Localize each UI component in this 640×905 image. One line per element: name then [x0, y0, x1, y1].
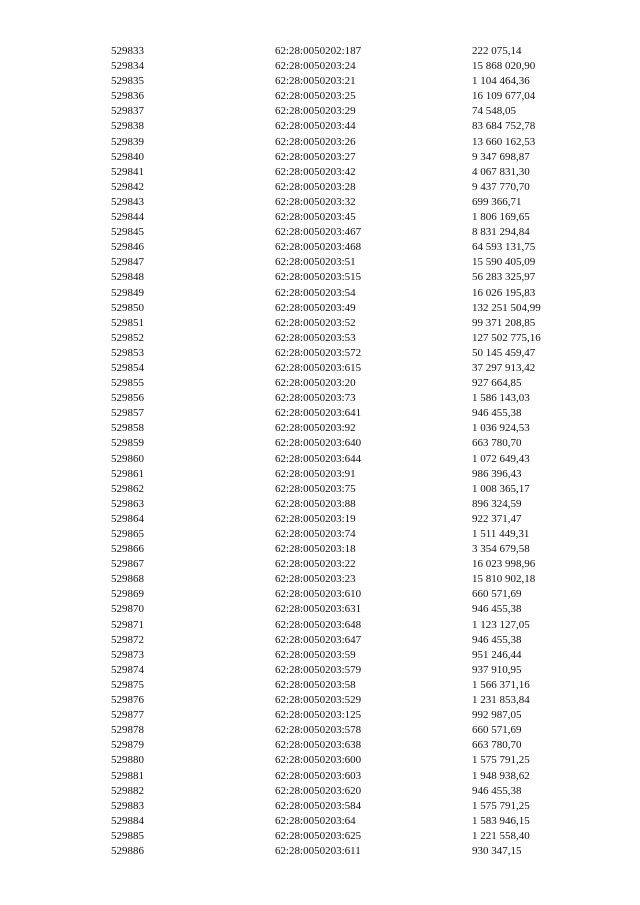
row-number: 529873 — [111, 648, 144, 661]
cadastral-number: 62:28:0050203:52 — [275, 316, 356, 329]
row-number: 529877 — [111, 709, 144, 722]
cadastral-number: 62:28:0050203:610 — [275, 588, 362, 601]
row-number: 529836 — [111, 90, 144, 103]
amount-value: 937 910,95 — [472, 663, 522, 676]
table-row — [0, 59, 640, 74]
row-number: 529860 — [111, 452, 144, 465]
table-row — [0, 693, 640, 708]
amount-value: 1 583 946,15 — [472, 814, 530, 827]
row-number: 529842 — [111, 180, 144, 193]
amount-value: 699 366,71 — [472, 195, 522, 208]
cadastral-number: 62:28:0050203:64 — [275, 814, 356, 827]
table-row — [0, 331, 640, 346]
amount-value: 8 831 294,84 — [472, 226, 530, 239]
amount-value: 1 036 924,53 — [472, 422, 530, 435]
table-row — [0, 753, 640, 768]
table-row — [0, 406, 640, 421]
cadastral-number: 62:28:0050203:22 — [275, 558, 356, 571]
row-number: 529868 — [111, 573, 144, 586]
row-number: 529843 — [111, 195, 144, 208]
cadastral-number: 62:28:0050202:187 — [275, 45, 362, 57]
cadastral-number: 62:28:0050203:125 — [275, 709, 362, 722]
table-row — [0, 286, 640, 301]
table-row — [0, 587, 640, 602]
cadastral-number: 62:28:0050203:49 — [275, 301, 356, 314]
table-row — [0, 814, 640, 829]
amount-value: 992 987,05 — [472, 709, 522, 722]
table-row — [0, 195, 640, 210]
table-row — [0, 799, 640, 814]
table-row — [0, 391, 640, 406]
table-row — [0, 150, 640, 165]
row-number: 529878 — [111, 724, 144, 737]
amount-value: 16 023 998,96 — [472, 558, 536, 571]
row-number: 529862 — [111, 482, 144, 495]
amount-value: 1 123 127,05 — [472, 618, 530, 631]
cadastral-number: 62:28:0050203:54 — [275, 286, 356, 299]
amount-value: 946 455,38 — [472, 603, 522, 616]
row-number: 529857 — [111, 407, 144, 420]
cadastral-number: 62:28:0050203:529 — [275, 694, 362, 707]
cadastral-number: 62:28:0050203:18 — [275, 543, 356, 556]
table-row — [0, 618, 640, 633]
cadastral-number: 62:28:0050203:25 — [275, 90, 356, 103]
amount-value: 74 548,05 — [472, 105, 516, 118]
amount-value: 13 660 162,53 — [472, 135, 536, 148]
row-number: 529881 — [111, 769, 144, 782]
amount-value: 222 075,14 — [472, 45, 522, 57]
amount-value: 15 590 405,09 — [472, 256, 536, 269]
row-number: 529837 — [111, 105, 144, 118]
table-row — [0, 542, 640, 557]
table-row — [0, 436, 640, 451]
table-row — [0, 633, 640, 648]
table-row — [0, 376, 640, 391]
table-row — [0, 421, 640, 436]
row-number: 529867 — [111, 558, 144, 571]
amount-value: 99 371 208,85 — [472, 316, 536, 329]
amount-value: 951 246,44 — [472, 648, 522, 661]
table-row — [0, 482, 640, 497]
row-number: 529875 — [111, 678, 144, 691]
table-row — [0, 255, 640, 270]
amount-value: 83 684 752,78 — [472, 120, 536, 133]
cadastral-number: 62:28:0050203:53 — [275, 331, 356, 344]
table-row — [0, 527, 640, 542]
amount-value: 946 455,38 — [472, 407, 522, 420]
row-number: 529886 — [111, 844, 144, 857]
table-row — [0, 301, 640, 316]
table-row — [0, 829, 640, 844]
row-number: 529835 — [111, 75, 144, 88]
cadastral-number: 62:28:0050203:20 — [275, 377, 356, 390]
table-row — [0, 119, 640, 134]
amount-value: 1 566 371,16 — [472, 678, 530, 691]
cadastral-number: 62:28:0050203:638 — [275, 739, 362, 752]
cadastral-number: 62:28:0050203:74 — [275, 528, 356, 540]
table-row — [0, 769, 640, 784]
cadastral-number: 62:28:0050203:58 — [275, 678, 356, 691]
cadastral-number: 62:28:0050203:584 — [275, 799, 362, 812]
cadastral-number: 62:28:0050203:29 — [275, 105, 356, 118]
cadastral-number: 62:28:0050203:21 — [275, 75, 356, 88]
row-number: 529876 — [111, 694, 144, 707]
amount-value: 946 455,38 — [472, 633, 522, 646]
row-number: 529870 — [111, 603, 144, 616]
amount-value: 127 502 775,16 — [472, 331, 541, 344]
row-number: 529846 — [111, 241, 144, 254]
row-number: 529864 — [111, 512, 144, 525]
table-row — [0, 678, 640, 693]
amount-value: 1 231 853,84 — [472, 694, 530, 707]
cadastral-number: 62:28:0050203:615 — [275, 361, 362, 374]
table-row — [0, 135, 640, 150]
amount-value: 946 455,38 — [472, 784, 522, 797]
amount-value: 663 780,70 — [472, 437, 522, 450]
amount-value: 1 806 169,65 — [472, 211, 530, 224]
row-number: 529880 — [111, 754, 144, 767]
cadastral-number: 62:28:0050203:515 — [275, 271, 362, 284]
row-number: 529856 — [111, 392, 144, 405]
table-row — [0, 557, 640, 572]
table-row — [0, 346, 640, 361]
amount-value: 15 868 020,90 — [472, 60, 536, 73]
row-number: 529834 — [111, 60, 144, 73]
row-number: 529883 — [111, 799, 144, 812]
row-number: 529866 — [111, 543, 144, 556]
row-number: 529884 — [111, 814, 144, 827]
table-row — [0, 497, 640, 512]
table-row — [0, 74, 640, 89]
row-number: 529853 — [111, 346, 144, 359]
amount-value: 660 571,69 — [472, 588, 522, 601]
cadastral-number: 62:28:0050203:641 — [275, 407, 362, 420]
amount-value: 56 283 325,97 — [472, 271, 536, 284]
table-row — [0, 784, 640, 799]
table-row — [0, 648, 640, 663]
cadastral-number: 62:28:0050203:45 — [275, 211, 356, 224]
amount-value: 1 104 464,36 — [472, 75, 530, 88]
row-number: 529844 — [111, 211, 144, 224]
amount-value: 1 221 558,40 — [472, 829, 530, 842]
cadastral-number: 62:28:0050203:51 — [275, 256, 356, 269]
row-number: 529885 — [111, 829, 144, 842]
table-row — [0, 104, 640, 119]
cadastral-number: 62:28:0050203:640 — [275, 437, 362, 450]
cadastral-number: 62:28:0050203:44 — [275, 120, 356, 133]
amount-value: 1 575 791,25 — [472, 754, 530, 767]
table-row — [0, 316, 640, 331]
amount-value: 3 354 679,58 — [472, 543, 530, 556]
amount-value: 1 511 449,31 — [472, 528, 530, 540]
row-number: 529850 — [111, 301, 144, 314]
table-row — [0, 165, 640, 180]
amount-value: 132 251 504,99 — [472, 301, 541, 314]
amount-value: 922 371,47 — [472, 512, 522, 525]
row-number: 529858 — [111, 422, 144, 435]
row-number: 529872 — [111, 633, 144, 646]
cadastral-number: 62:28:0050203:647 — [275, 633, 362, 646]
row-number: 529861 — [111, 467, 144, 480]
cadastral-number: 62:28:0050203:603 — [275, 769, 362, 782]
row-number: 529874 — [111, 663, 144, 676]
row-number: 529849 — [111, 286, 144, 299]
row-number: 529863 — [111, 497, 144, 510]
cadastral-number: 62:28:0050203:572 — [275, 346, 362, 359]
cadastral-number: 62:28:0050203:88 — [275, 497, 356, 510]
row-number: 529869 — [111, 588, 144, 601]
row-number: 529841 — [111, 165, 144, 178]
row-number: 529854 — [111, 361, 144, 374]
cadastral-number: 62:28:0050203:91 — [275, 467, 356, 480]
row-number: 529865 — [111, 528, 144, 540]
row-number: 529839 — [111, 135, 144, 148]
row-number: 529859 — [111, 437, 144, 450]
cadastral-number: 62:28:0050203:620 — [275, 784, 362, 797]
row-number: 529871 — [111, 618, 144, 631]
row-number: 529879 — [111, 739, 144, 752]
cadastral-number: 62:28:0050203:27 — [275, 150, 356, 163]
row-number: 529851 — [111, 316, 144, 329]
cadastral-number: 62:28:0050203:59 — [275, 648, 356, 661]
cadastral-number: 62:28:0050203:75 — [275, 482, 356, 495]
cadastral-number: 62:28:0050203:600 — [275, 754, 362, 767]
amount-value: 64 593 131,75 — [472, 241, 536, 254]
row-number: 529845 — [111, 226, 144, 239]
table-row — [0, 512, 640, 527]
table-row — [0, 723, 640, 738]
amount-value: 4 067 831,30 — [472, 165, 530, 178]
amount-value: 1 948 938,62 — [472, 769, 530, 782]
amount-value: 1 008 365,17 — [472, 482, 530, 495]
amount-value: 50 145 459,47 — [472, 346, 536, 359]
amount-value: 15 810 902,18 — [472, 573, 536, 586]
table-row — [0, 467, 640, 482]
table-row — [0, 844, 640, 859]
amount-value: 927 664,85 — [472, 377, 522, 390]
table-row — [0, 180, 640, 195]
cadastral-number: 62:28:0050203:644 — [275, 452, 362, 465]
row-number: 529847 — [111, 256, 144, 269]
table-row — [0, 44, 640, 59]
table-row — [0, 738, 640, 753]
cadastral-number: 62:28:0050203:42 — [275, 165, 356, 178]
cadastral-number: 62:28:0050203:578 — [275, 724, 362, 737]
cadastral-number: 62:28:0050203:467 — [275, 226, 362, 239]
row-number: 529840 — [111, 150, 144, 163]
table-row — [0, 572, 640, 587]
table-row — [0, 708, 640, 723]
table-row — [0, 225, 640, 240]
cadastral-number: 62:28:0050203:23 — [275, 573, 356, 586]
cadastral-number: 62:28:0050203:32 — [275, 195, 356, 208]
table-row — [0, 270, 640, 285]
row-number: 529848 — [111, 271, 144, 284]
cadastral-number: 62:28:0050203:19 — [275, 512, 356, 525]
data-table — [0, 44, 640, 859]
cadastral-number: 62:28:0050203:631 — [275, 603, 362, 616]
row-number: 529852 — [111, 331, 144, 344]
amount-value: 986 396,43 — [472, 467, 522, 480]
amount-value: 9 347 698,87 — [472, 150, 530, 163]
row-number: 529855 — [111, 377, 144, 390]
amount-value: 663 780,70 — [472, 739, 522, 752]
amount-value: 1 586 143,03 — [472, 392, 530, 405]
table-row — [0, 210, 640, 225]
amount-value: 1 072 649,43 — [472, 452, 530, 465]
amount-value: 1 575 791,25 — [472, 799, 530, 812]
amount-value: 16 026 195,83 — [472, 286, 536, 299]
cadastral-number: 62:28:0050203:73 — [275, 392, 356, 405]
cadastral-number: 62:28:0050203:625 — [275, 829, 362, 842]
row-number: 529838 — [111, 120, 144, 133]
cadastral-number: 62:28:0050203:92 — [275, 422, 356, 435]
amount-value: 896 324,59 — [472, 497, 522, 510]
table-row — [0, 240, 640, 255]
cadastral-number: 62:28:0050203:26 — [275, 135, 356, 148]
table-row — [0, 602, 640, 617]
amount-value: 37 297 913,42 — [472, 361, 536, 374]
row-number: 529882 — [111, 784, 144, 797]
table-row — [0, 89, 640, 104]
cadastral-number: 62:28:0050203:611 — [275, 844, 361, 857]
amount-value: 930 347,15 — [472, 844, 522, 857]
cadastral-number: 62:28:0050203:24 — [275, 60, 356, 73]
cadastral-number: 62:28:0050203:648 — [275, 618, 362, 631]
cadastral-number: 62:28:0050203:468 — [275, 241, 362, 254]
amount-value: 660 571,69 — [472, 724, 522, 737]
amount-value: 16 109 677,04 — [472, 90, 536, 103]
table-row — [0, 361, 640, 376]
cadastral-number: 62:28:0050203:579 — [275, 663, 362, 676]
table-row — [0, 452, 640, 467]
table-row — [0, 663, 640, 678]
row-number: 529833 — [111, 45, 144, 57]
amount-value: 9 437 770,70 — [472, 180, 530, 193]
cadastral-number: 62:28:0050203:28 — [275, 180, 356, 193]
